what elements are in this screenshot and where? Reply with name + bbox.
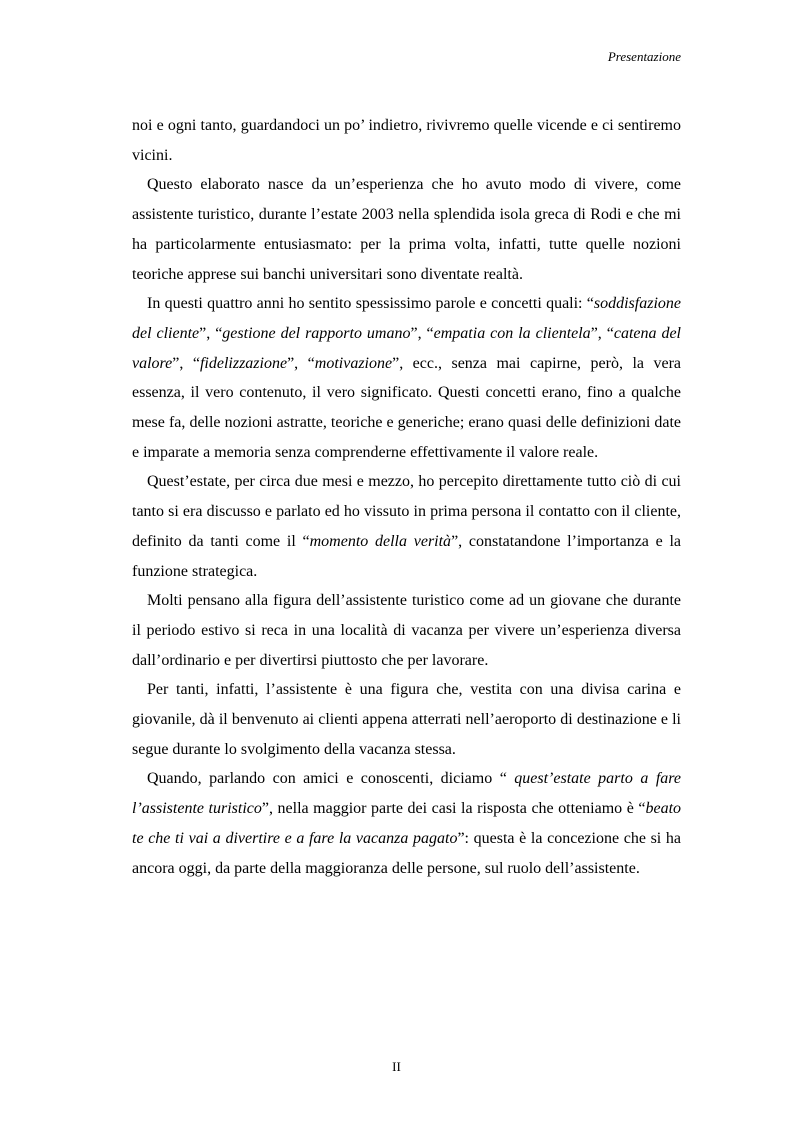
text-run: ”, nella maggior parte dei casi la risposta che otteniamo è “ [261, 800, 646, 818]
text-run: noi e ogni tanto, guardandoci un po’ indietro, rivivremo quelle vicende e ci sentiremo vicini. [132, 117, 681, 164]
text-run: ”, “ [199, 324, 223, 342]
body-text [132, 111, 681, 883]
text-run: Per tanti, infatti, l’assistente è una figura che, vestita con una divisa carina e giovanile, dà il benvenuto ai clienti appena atterrati nell’aeroporto di destinazione e li segue durante lo svolgimento della vacanza stessa. [132, 681, 681, 758]
italic-phrase: beato te che ti vai a divertire e a fare la vacanza pagato [132, 800, 682, 847]
running-header: Presentazione [607, 49, 681, 64]
paragraph [132, 586, 681, 675]
text-run: ”, “ [172, 354, 200, 372]
text-run: ”, ecc., senza mai capirne, però, la vera essenza, il vero contenuto, il vero significato. Questi concetti erano, fino a qualche mese fa, delle nozioni astratte, teoriche e generiche; erano quasi delle definizioni date e imparate a memoria senza comprenderne effettivamente il valore reale. [132, 354, 681, 461]
text-run: Questo elaborato nasce da un’esperienza che ho avuto modo di vivere, come assistente turistico, durante l’estate 2003 nella splendida isola greca di Rodi e che mi ha particolarmente entusiasmato: per la prima volta, infatti, tutte quelle nozioni teoriche apprese sui banchi universitari sono diventate realtà. [132, 176, 681, 283]
paragraph [132, 111, 681, 170]
italic-phrase: catena del valore [132, 324, 681, 372]
page-number: II [392, 1059, 401, 1074]
italic-phrase: soddisfazione del cliente [132, 295, 681, 342]
paragraph [132, 467, 681, 586]
italic-phrase: momento della verità [309, 532, 452, 550]
text-run: ”, “ [287, 354, 315, 372]
paragraph [132, 764, 681, 883]
text-run: Quest’estate, per circa due mesi e mezzo, ho percepito direttamente tutto ciò di cui tanto si era discusso e parlato ed ho vissuto in prima persona il contatto con il cliente, definito da tanti come il “ [132, 473, 681, 550]
italic-phrase: gestione del rapporto umano [222, 324, 411, 342]
text-run: ”, constatandone l’importanza e la funzione strategica. [132, 532, 682, 580]
text-run: ”, “ [410, 324, 434, 342]
paragraph [132, 289, 681, 467]
text-run: ”: questa è la concezione che si ha ancora oggi, da parte della maggioranza delle persone, sul ruolo dell’assistente. [132, 829, 682, 877]
paragraph [132, 170, 681, 289]
text-run: ”, “ [590, 324, 614, 342]
paragraph [132, 675, 681, 764]
italic-phrase: fidelizzazione [199, 354, 288, 372]
italic-phrase: empatia con la clientela [433, 324, 591, 342]
italic-phrase: quest’estate parto a fare l’assistente turistico [132, 770, 681, 818]
italic-phrase: motivazione [314, 354, 393, 372]
text-run: Quando, parlando con amici e conoscenti, diciamo “ [147, 770, 515, 788]
text-run: In questi quattro anni ho sentito spessissimo parole e concetti quali: “ [147, 295, 594, 313]
text-run: Molti pensano alla figura dell’assistente turistico come ad un giovane che durante il periodo estivo si reca in una località di vacanza per vivere un’esperienza diversa dall’ordinario e per divertirsi piuttosto che per lavorare. [132, 592, 681, 669]
